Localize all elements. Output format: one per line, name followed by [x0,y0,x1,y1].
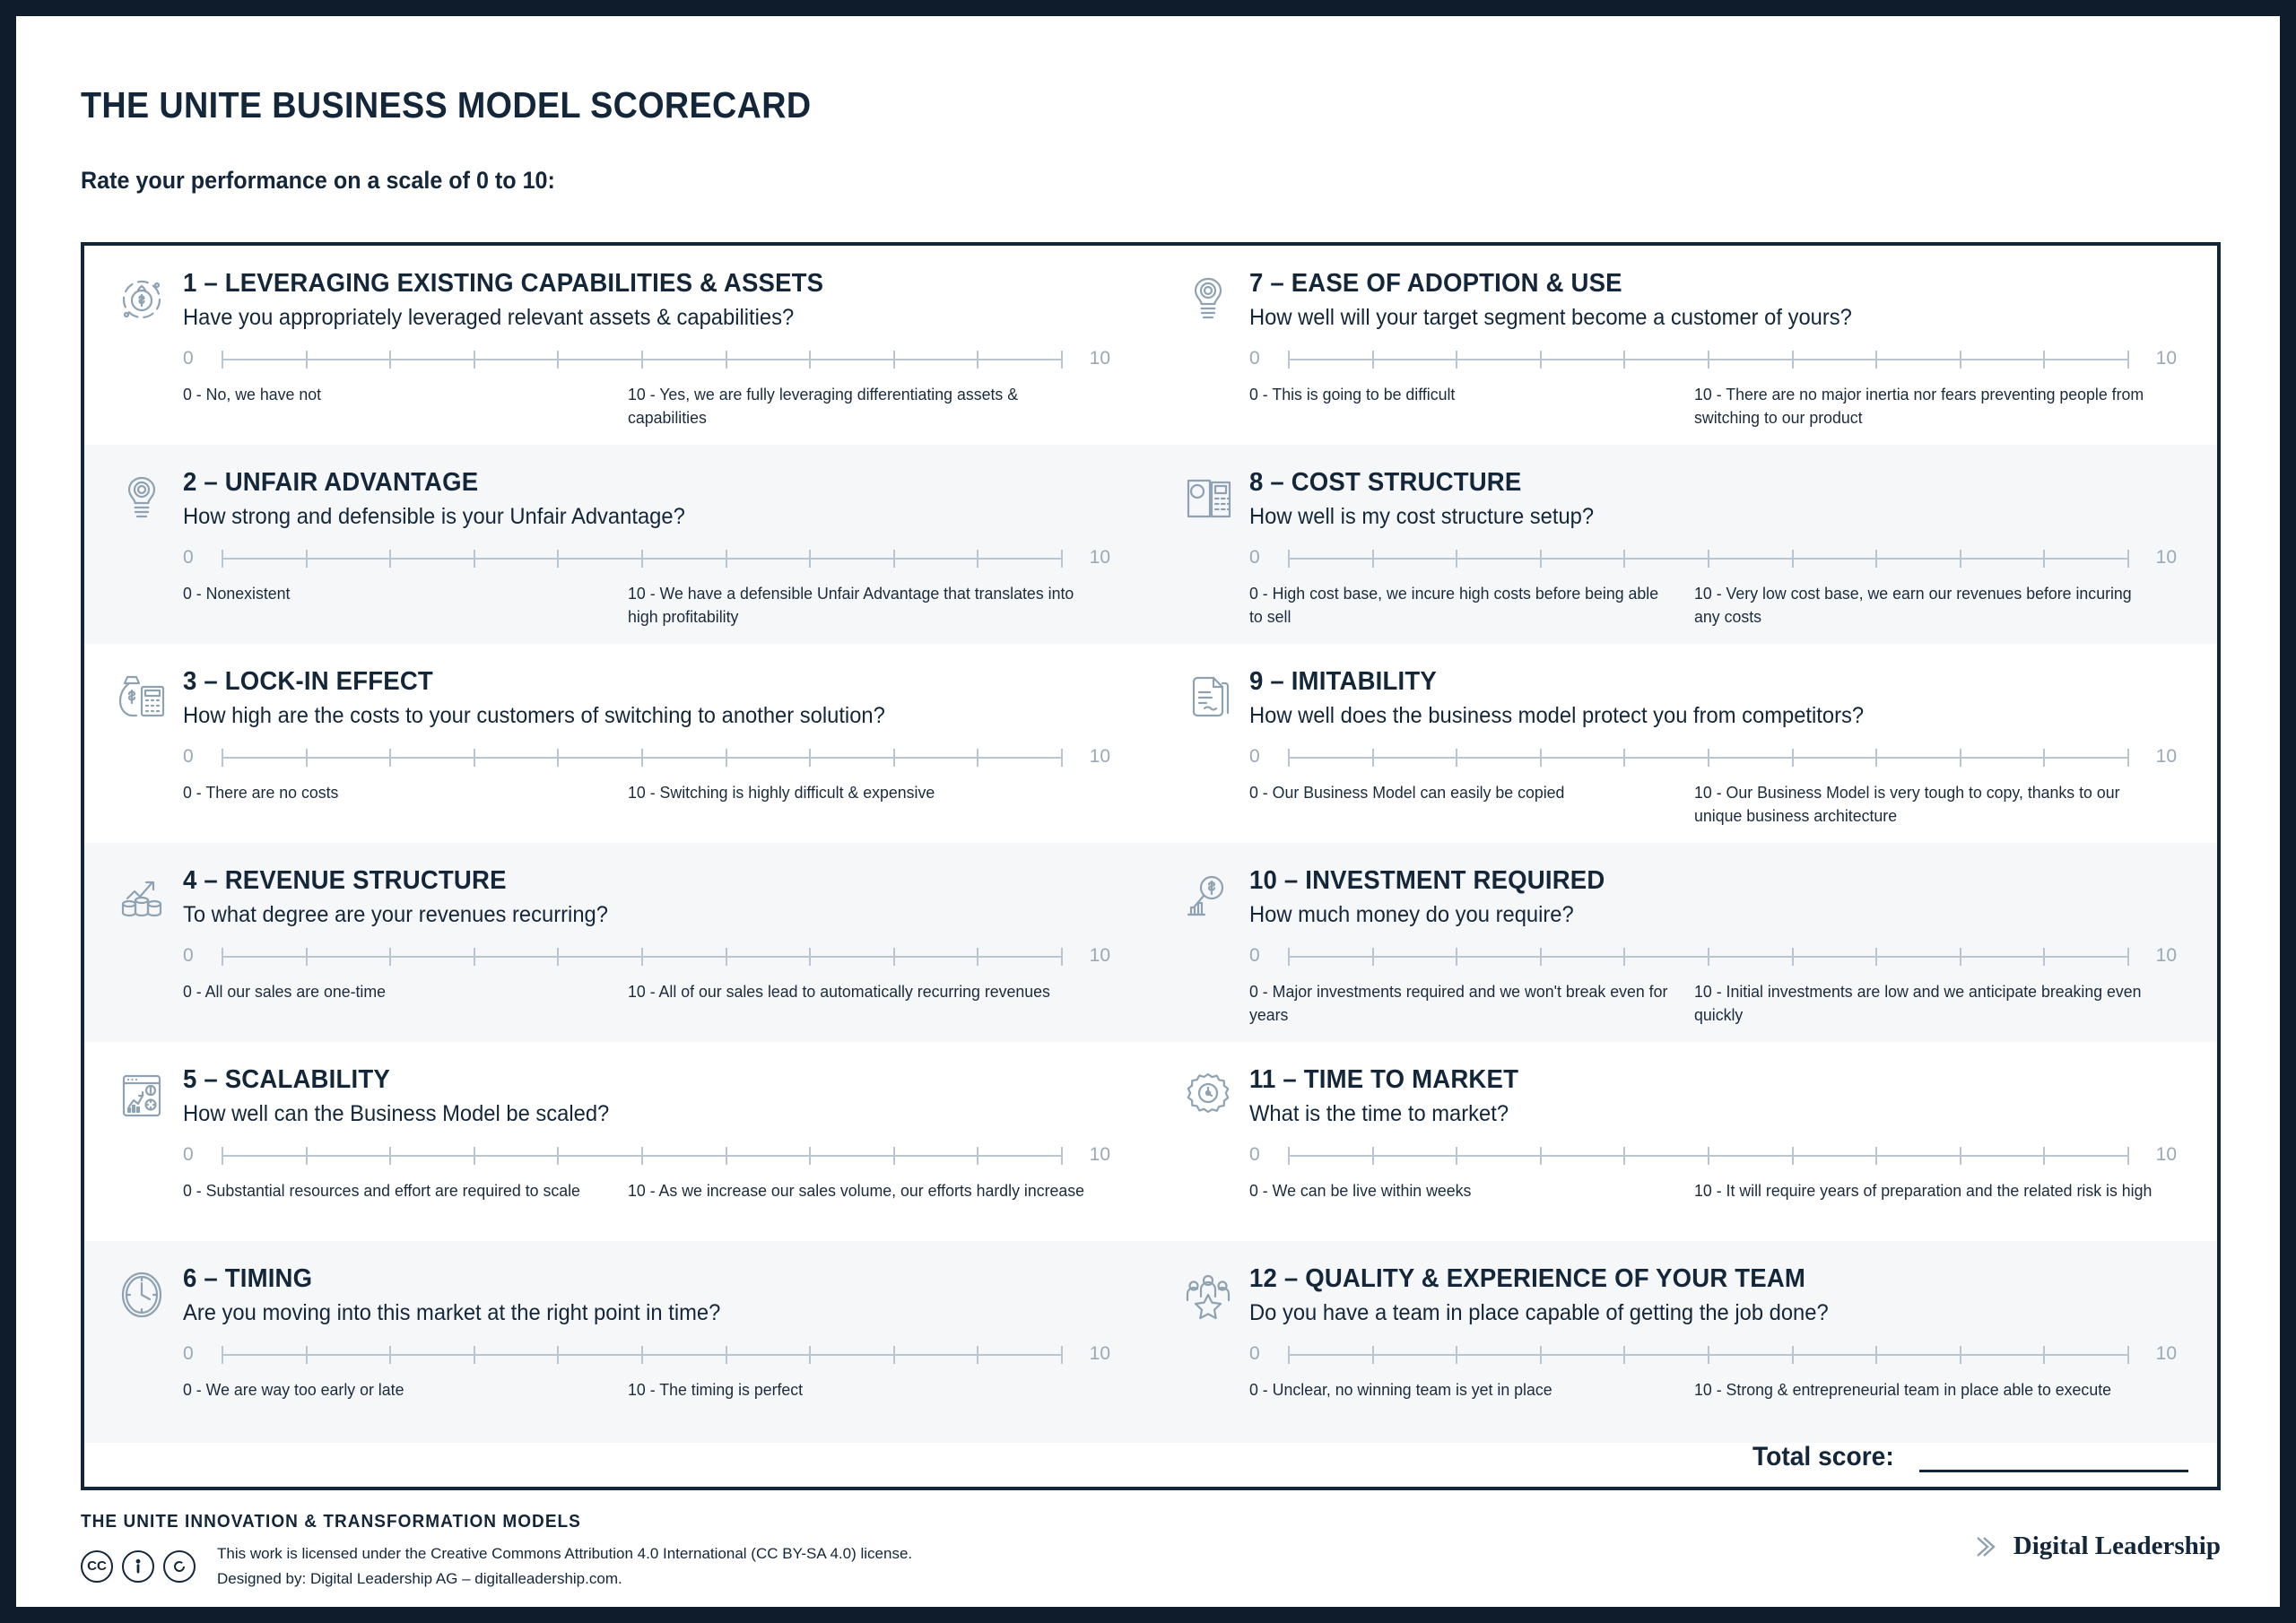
magnifier-dollar-chart-icon [1174,866,1242,1042]
scale-tick[interactable] [306,948,308,966]
anchor-low: 0 - Our Business Model can easily be copied [1249,783,1565,802]
total-score-label: Total score: [1752,1442,1894,1471]
scale-tick[interactable] [726,749,727,767]
scale-tick[interactable] [809,749,811,767]
anchor-high: 10 - It will require years of preparation and the related risk is high [1694,1181,2152,1200]
scale-anchors [1249,980,2177,1028]
item-title: 12 – QUALITY & EXPERIENCE OF YOUR TEAM [1249,1264,1806,1293]
scorecard-item [1151,246,2217,445]
scale-tick[interactable] [1456,1346,1457,1364]
scale-tick[interactable] [1456,351,1457,369]
scale-tick[interactable] [222,1346,223,1364]
brand-name: Digital Leadership [2013,1532,2221,1560]
item-title: 9 – IMITABILITY [1249,667,1437,696]
scale-tick[interactable] [1372,749,1374,767]
scale-tick[interactable] [306,749,308,767]
scale-tick[interactable] [557,948,559,966]
scale-tick[interactable] [1288,351,1290,369]
anchor-high: 10 - We have a defensible Unfair Advantage that translates into high profitability [628,584,1074,627]
scale-tick[interactable] [1792,948,1794,966]
scale-tick[interactable] [2043,948,2045,966]
scale-max-label: 10 [1089,945,1110,966]
scale-max-label: 10 [2155,547,2177,568]
scale-tick[interactable] [2043,550,2045,568]
scale-tick[interactable] [809,351,811,369]
scale-min-label: 0 [1249,547,1260,568]
scale-tick[interactable] [809,550,811,568]
scale-tick[interactable] [1372,1346,1374,1364]
item-title: 2 – UNFAIR ADVANTAGE [183,468,479,497]
scale-max-label: 10 [1089,1343,1110,1364]
scale-min-label: 0 [1249,746,1260,767]
scale-tick[interactable] [1960,1147,1961,1165]
scale-tick[interactable] [1061,1147,1063,1165]
scale-tick[interactable] [1061,550,1063,568]
scale-ruler[interactable] [222,1342,1062,1366]
total-score-input[interactable] [1919,1442,2188,1472]
item-title: 4 – REVENUE STRUCTURE [183,866,507,895]
scale-tick[interactable] [726,1346,727,1364]
rating-scale[interactable] [1249,546,2177,569]
anchor-low: 0 - We are way too early or late [183,1380,404,1399]
anchor-high: 10 - Switching is highly difficult & expensive [628,783,935,802]
scale-tick[interactable] [893,948,895,966]
scale-tick[interactable] [1540,550,1542,568]
scale-tick[interactable] [893,550,895,568]
rating-scale[interactable] [1249,745,2177,768]
lightbulb-gear-icon [108,468,176,644]
scale-ruler[interactable] [222,1143,1062,1167]
total-score-row [84,1443,2217,1487]
scale-tick[interactable] [1372,550,1374,568]
anchor-high: 10 - There are no major inertia nor fears preventing people from switching to our product [1694,385,2144,428]
item-question: Are you moving into this market at the right point in time? [183,1300,721,1325]
scale-tick[interactable] [1540,1346,1542,1364]
rating-scale[interactable] [183,546,1110,569]
scale-tick[interactable] [893,1147,895,1165]
anchor-low: 0 - Unclear, no winning team is yet in place [1249,1380,1552,1399]
scorecard-item [1151,1241,2217,1443]
scale-max-label: 10 [1089,746,1110,767]
license-text [217,1541,912,1591]
scale-ruler[interactable] [222,745,1062,768]
scale-tick[interactable] [641,749,643,767]
scale-anchors [183,1378,1110,1402]
scale-anchors [1249,383,2177,430]
scorecard-item [84,246,1151,445]
scale-tick[interactable] [306,1346,308,1364]
scorecard-row [84,1241,2217,1443]
scale-tick[interactable] [1960,948,1961,966]
money-bag-calculator-icon [108,667,176,843]
scale-tick[interactable] [2043,1346,2045,1364]
scale-tick[interactable] [389,948,391,966]
scale-tick[interactable] [1875,1346,1877,1364]
scale-min-label: 0 [183,547,194,568]
scorecard-row [84,644,2217,843]
scale-tick[interactable] [1708,1147,1709,1165]
scale-tick[interactable] [1792,749,1794,767]
scale-anchors [1249,781,2177,829]
scale-ruler[interactable] [1289,546,2128,569]
scale-tick[interactable] [474,1346,475,1364]
scale-min-label: 0 [183,746,194,767]
scale-tick[interactable] [726,351,727,369]
page-subtitle: Rate your performance on a scale of 0 to 10: [81,167,555,194]
rating-scale[interactable] [183,1143,1110,1167]
item-question: How strong and defensible is your Unfair Advantage? [183,504,685,529]
anchor-low: 0 - All our sales are one-time [183,982,387,1001]
scale-max-label: 10 [2155,1144,2177,1165]
scale-tick[interactable] [389,1147,391,1165]
cc-sa-icon [163,1550,196,1583]
scale-ruler[interactable] [1289,944,2128,968]
cost-calculator-icon [1174,468,1242,644]
anchor-low: 0 - Nonexistent [183,584,291,603]
anchor-low: 0 - This is going to be difficult [1249,385,1456,404]
creative-commons-badges [81,1550,196,1583]
rating-scale[interactable] [1249,347,2177,370]
scale-tick[interactable] [474,351,475,369]
item-question: How well does the business model protect you from competitors? [1249,703,1865,728]
scale-tick[interactable] [726,550,727,568]
scale-tick[interactable] [726,948,727,966]
scale-tick[interactable] [1540,351,1542,369]
scale-min-label: 0 [183,348,194,369]
scale-tick[interactable] [809,1147,811,1165]
scale-tick[interactable] [1372,948,1374,966]
scale-tick[interactable] [1875,948,1877,966]
scale-anchors [1249,1179,2177,1202]
scale-tick[interactable] [641,1147,643,1165]
anchor-high: 10 - Initial investments are low and we anticipate breaking even quickly [1694,982,2142,1025]
scale-max-label: 10 [2155,746,2177,767]
scale-tick[interactable] [389,351,391,369]
scale-tick[interactable] [1456,948,1457,966]
scale-tick[interactable] [1288,948,1290,966]
scorecard-page [16,16,2280,1607]
anchor-low: 0 - High cost base, we incure high costs before being able to sell [1249,584,1659,627]
scale-tick[interactable] [557,1147,559,1165]
scorecard-row [84,843,2217,1042]
scale-ruler[interactable] [1289,745,2128,768]
cc-by-icon [122,1550,154,1583]
scale-tick[interactable] [1288,1147,1290,1165]
scale-tick[interactable] [1288,550,1290,568]
scale-max-label: 10 [2155,348,2177,369]
item-question: Have you appropriately leveraged relevant assets & capabilities? [183,305,795,330]
item-question: Do you have a team in place capable of getting the job done? [1249,1300,1829,1325]
anchor-high: 10 - All of our sales lead to automatically recurring revenues [628,982,1051,1001]
anchor-low: 0 - Substantial resources and effort are required to scale [183,1181,580,1200]
anchor-low: 0 - No, we have not [183,385,322,404]
money-bag-target-icon [108,269,176,445]
scale-tick[interactable] [1623,749,1625,767]
scale-tick[interactable] [389,749,391,767]
scale-ruler[interactable] [1289,1143,2128,1167]
scale-anchors [183,383,1110,430]
item-title: 3 – LOCK-IN EFFECT [183,667,433,696]
scale-tick[interactable] [2127,550,2129,568]
anchor-high: 10 - Our Business Model is very tough to copy, thanks to our unique business architecture [1694,783,2120,826]
anchor-low: 0 - Major investments required and we won't break even for years [1249,982,1668,1025]
scale-tick[interactable] [1960,749,1961,767]
scale-tick[interactable] [306,1147,308,1165]
scale-tick[interactable] [977,550,978,568]
scale-tick[interactable] [1792,351,1794,369]
scale-tick[interactable] [389,550,391,568]
scale-tick[interactable] [1540,749,1542,767]
scale-tick[interactable] [809,1346,811,1364]
scorecard-grid [81,242,2221,1490]
scale-anchors [183,1179,1110,1202]
scale-tick[interactable] [893,749,895,767]
rating-scale[interactable] [183,347,1110,370]
item-question: How well can the Business Model be scaled? [183,1101,610,1126]
scale-tick[interactable] [893,1346,895,1364]
scale-tick[interactable] [1623,351,1625,369]
rating-scale[interactable] [183,944,1110,968]
scale-ruler[interactable] [1289,347,2128,370]
scale-max-label: 10 [2155,1343,2177,1364]
scale-tick[interactable] [1456,749,1457,767]
scale-tick[interactable] [1708,749,1709,767]
scale-tick[interactable] [1456,1147,1457,1165]
rating-scale[interactable] [1249,1143,2177,1167]
item-question: How well is my cost structure setup? [1249,504,1595,529]
scale-tick[interactable] [1875,1147,1877,1165]
scale-tick[interactable] [2043,351,2045,369]
scale-tick[interactable] [641,550,643,568]
license-line-1: This work is licensed under the Creative Commons Attribution 4.0 International (CC BY-SA 4.0) license. [217,1545,913,1562]
scale-tick[interactable] [222,351,223,369]
scale-tick[interactable] [1792,550,1794,568]
chevron-right-icon [1974,1535,2001,1558]
item-title: 8 – COST STRUCTURE [1249,468,1522,497]
scale-tick[interactable] [1288,1346,1290,1364]
item-title: 7 – EASE OF ADOPTION & USE [1249,269,1622,298]
scale-tick[interactable] [2127,749,2129,767]
scale-tick[interactable] [557,550,559,568]
scale-max-label: 10 [1089,547,1110,568]
lightbulb-gear-icon [1174,269,1242,445]
coins-growth-arrow-icon [108,866,176,1042]
item-question: How high are the costs to your customers of switching to another solution? [183,703,885,728]
scorecard-row [84,246,2217,445]
scale-tick[interactable] [977,351,978,369]
scale-tick[interactable] [1875,550,1877,568]
scale-tick[interactable] [474,550,475,568]
scale-tick[interactable] [1792,1147,1794,1165]
scale-tick[interactable] [1875,351,1877,369]
anchor-high: 10 - As we increase our sales volume, our efforts hardly increase [628,1181,1085,1200]
scorecard-item [1151,644,2217,843]
page-title: THE UNITE BUSINESS MODEL SCORECARD [81,84,812,126]
scale-tick[interactable] [222,948,223,966]
scale-tick[interactable] [557,351,559,369]
scale-tick[interactable] [1875,749,1877,767]
scale-tick[interactable] [1708,550,1709,568]
scale-tick[interactable] [222,749,223,767]
scale-max-label: 10 [2155,945,2177,966]
scorecard-item [84,843,1151,1042]
scale-ruler[interactable] [222,347,1062,370]
scale-tick[interactable] [1540,948,1542,966]
scale-tick[interactable] [2043,1147,2045,1165]
item-title: 6 – TIMING [183,1264,313,1293]
scale-min-label: 0 [183,945,194,966]
anchor-low: 0 - There are no costs [183,783,339,802]
rating-scale[interactable] [1249,1342,2177,1366]
scale-min-label: 0 [1249,1144,1260,1165]
scale-tick[interactable] [222,550,223,568]
scale-tick[interactable] [2127,1346,2129,1364]
scale-ruler[interactable] [222,944,1062,968]
scorecard-item [1151,445,2217,644]
team-star-icon [1174,1264,1242,1443]
scorecard-item [84,1042,1151,1241]
scorecard-item [1151,1042,2217,1241]
scale-tick[interactable] [2127,948,2129,966]
rating-scale[interactable] [183,745,1110,768]
scale-tick[interactable] [977,749,978,767]
anchor-high: 10 - Strong & entrepreneurial team in place able to execute [1694,1380,2112,1399]
scale-tick[interactable] [474,749,475,767]
scale-tick[interactable] [1708,351,1709,369]
scorecard-row [84,1042,2217,1241]
item-question: To what degree are your revenues recurring? [183,902,608,927]
scale-tick[interactable] [306,550,308,568]
scale-anchors [1249,582,2177,629]
scale-tick[interactable] [641,351,643,369]
anchor-high: 10 - Yes, we are fully leveraging differentiating assets & capabilities [628,385,1019,428]
scale-tick[interactable] [893,351,895,369]
scale-tick[interactable] [1623,948,1625,966]
scale-tick[interactable] [1708,948,1709,966]
scale-tick[interactable] [977,948,978,966]
scale-tick[interactable] [557,1346,559,1364]
scale-tick[interactable] [641,948,643,966]
scale-tick[interactable] [222,1147,223,1165]
scale-tick[interactable] [1623,550,1625,568]
cc-icon: CC [81,1550,113,1583]
document-copy-icon [1174,667,1242,843]
footer-heading: THE UNITE INNOVATION & TRANSFORMATION MODELS [81,1512,581,1532]
scorecard-item [84,1241,1151,1443]
scorecard-item [84,445,1151,644]
scale-tick[interactable] [1623,1147,1625,1165]
scale-max-label: 10 [1089,348,1110,369]
scale-tick[interactable] [474,1147,475,1165]
scale-anchors [183,980,1110,1003]
anchor-low: 0 - We can be live within weeks [1249,1181,1472,1200]
item-question: What is the time to market? [1249,1101,1509,1126]
scale-tick[interactable] [1288,749,1290,767]
scale-min-label: 0 [1249,945,1260,966]
scale-tick[interactable] [474,948,475,966]
scale-tick[interactable] [1540,1147,1542,1165]
clock-icon [108,1264,176,1443]
scale-tick[interactable] [389,1346,391,1364]
scale-tick[interactable] [1372,351,1374,369]
scale-tick[interactable] [2127,1147,2129,1165]
scale-tick[interactable] [1061,749,1063,767]
anchor-high: 10 - Very low cost base, we earn our revenues before incuring any costs [1694,584,2133,627]
scale-tick[interactable] [1456,550,1457,568]
scale-tick[interactable] [726,1147,727,1165]
scale-tick[interactable] [2127,351,2129,369]
item-title: 5 – SCALABILITY [183,1065,390,1094]
footer [81,1512,2221,1591]
scale-anchors [1249,1378,2177,1402]
scale-anchors [183,582,1110,629]
scale-tick[interactable] [977,1346,978,1364]
gear-clock-icon [1174,1065,1242,1241]
scale-min-label: 0 [183,1343,194,1364]
scale-tick[interactable] [1960,1346,1961,1364]
item-title: 11 – TIME TO MARKET [1249,1065,1519,1094]
scale-anchors [183,781,1110,804]
scale-tick[interactable] [1960,351,1961,369]
item-title: 10 – INVESTMENT REQUIRED [1249,866,1605,895]
rating-scale[interactable] [183,1342,1110,1366]
dashboard-scale-icon [108,1065,176,1241]
scale-tick[interactable] [1792,1346,1794,1364]
scale-min-label: 0 [183,1144,194,1165]
scale-max-label: 10 [1089,1144,1110,1165]
scale-tick[interactable] [306,351,308,369]
scale-tick[interactable] [977,1147,978,1165]
license-line-2: Designed by: Digital Leadership AG – digitalleadership.com. [217,1569,622,1587]
scale-tick[interactable] [2043,749,2045,767]
scale-tick[interactable] [1708,1346,1709,1364]
scale-tick[interactable] [1061,351,1063,369]
scale-tick[interactable] [809,948,811,966]
item-title: 1 – LEVERAGING EXISTING CAPABILITIES & ASSETS [183,269,824,298]
scale-tick[interactable] [641,1346,643,1364]
item-question: How much money do you require? [1249,902,1574,927]
rating-scale[interactable] [1249,944,2177,968]
scale-min-label: 0 [1249,1343,1260,1364]
anchor-high: 10 - The timing is perfect [628,1380,804,1399]
scorecard-item [1151,843,2217,1042]
scorecard-row [84,445,2217,644]
brand-logo [1974,1512,2221,1561]
header-block [81,84,2215,195]
scale-tick[interactable] [1960,550,1961,568]
scale-ruler[interactable] [222,546,1062,569]
scale-tick[interactable] [1372,1147,1374,1165]
scale-tick[interactable] [557,749,559,767]
scorecard-item [84,644,1151,843]
scale-min-label: 0 [1249,348,1260,369]
item-question: How well will your target segment become a customer of yours? [1249,305,1852,330]
scale-tick[interactable] [1061,948,1063,966]
scale-tick[interactable] [1061,1346,1063,1364]
scale-tick[interactable] [1623,1346,1625,1364]
scale-ruler[interactable] [1289,1342,2128,1366]
